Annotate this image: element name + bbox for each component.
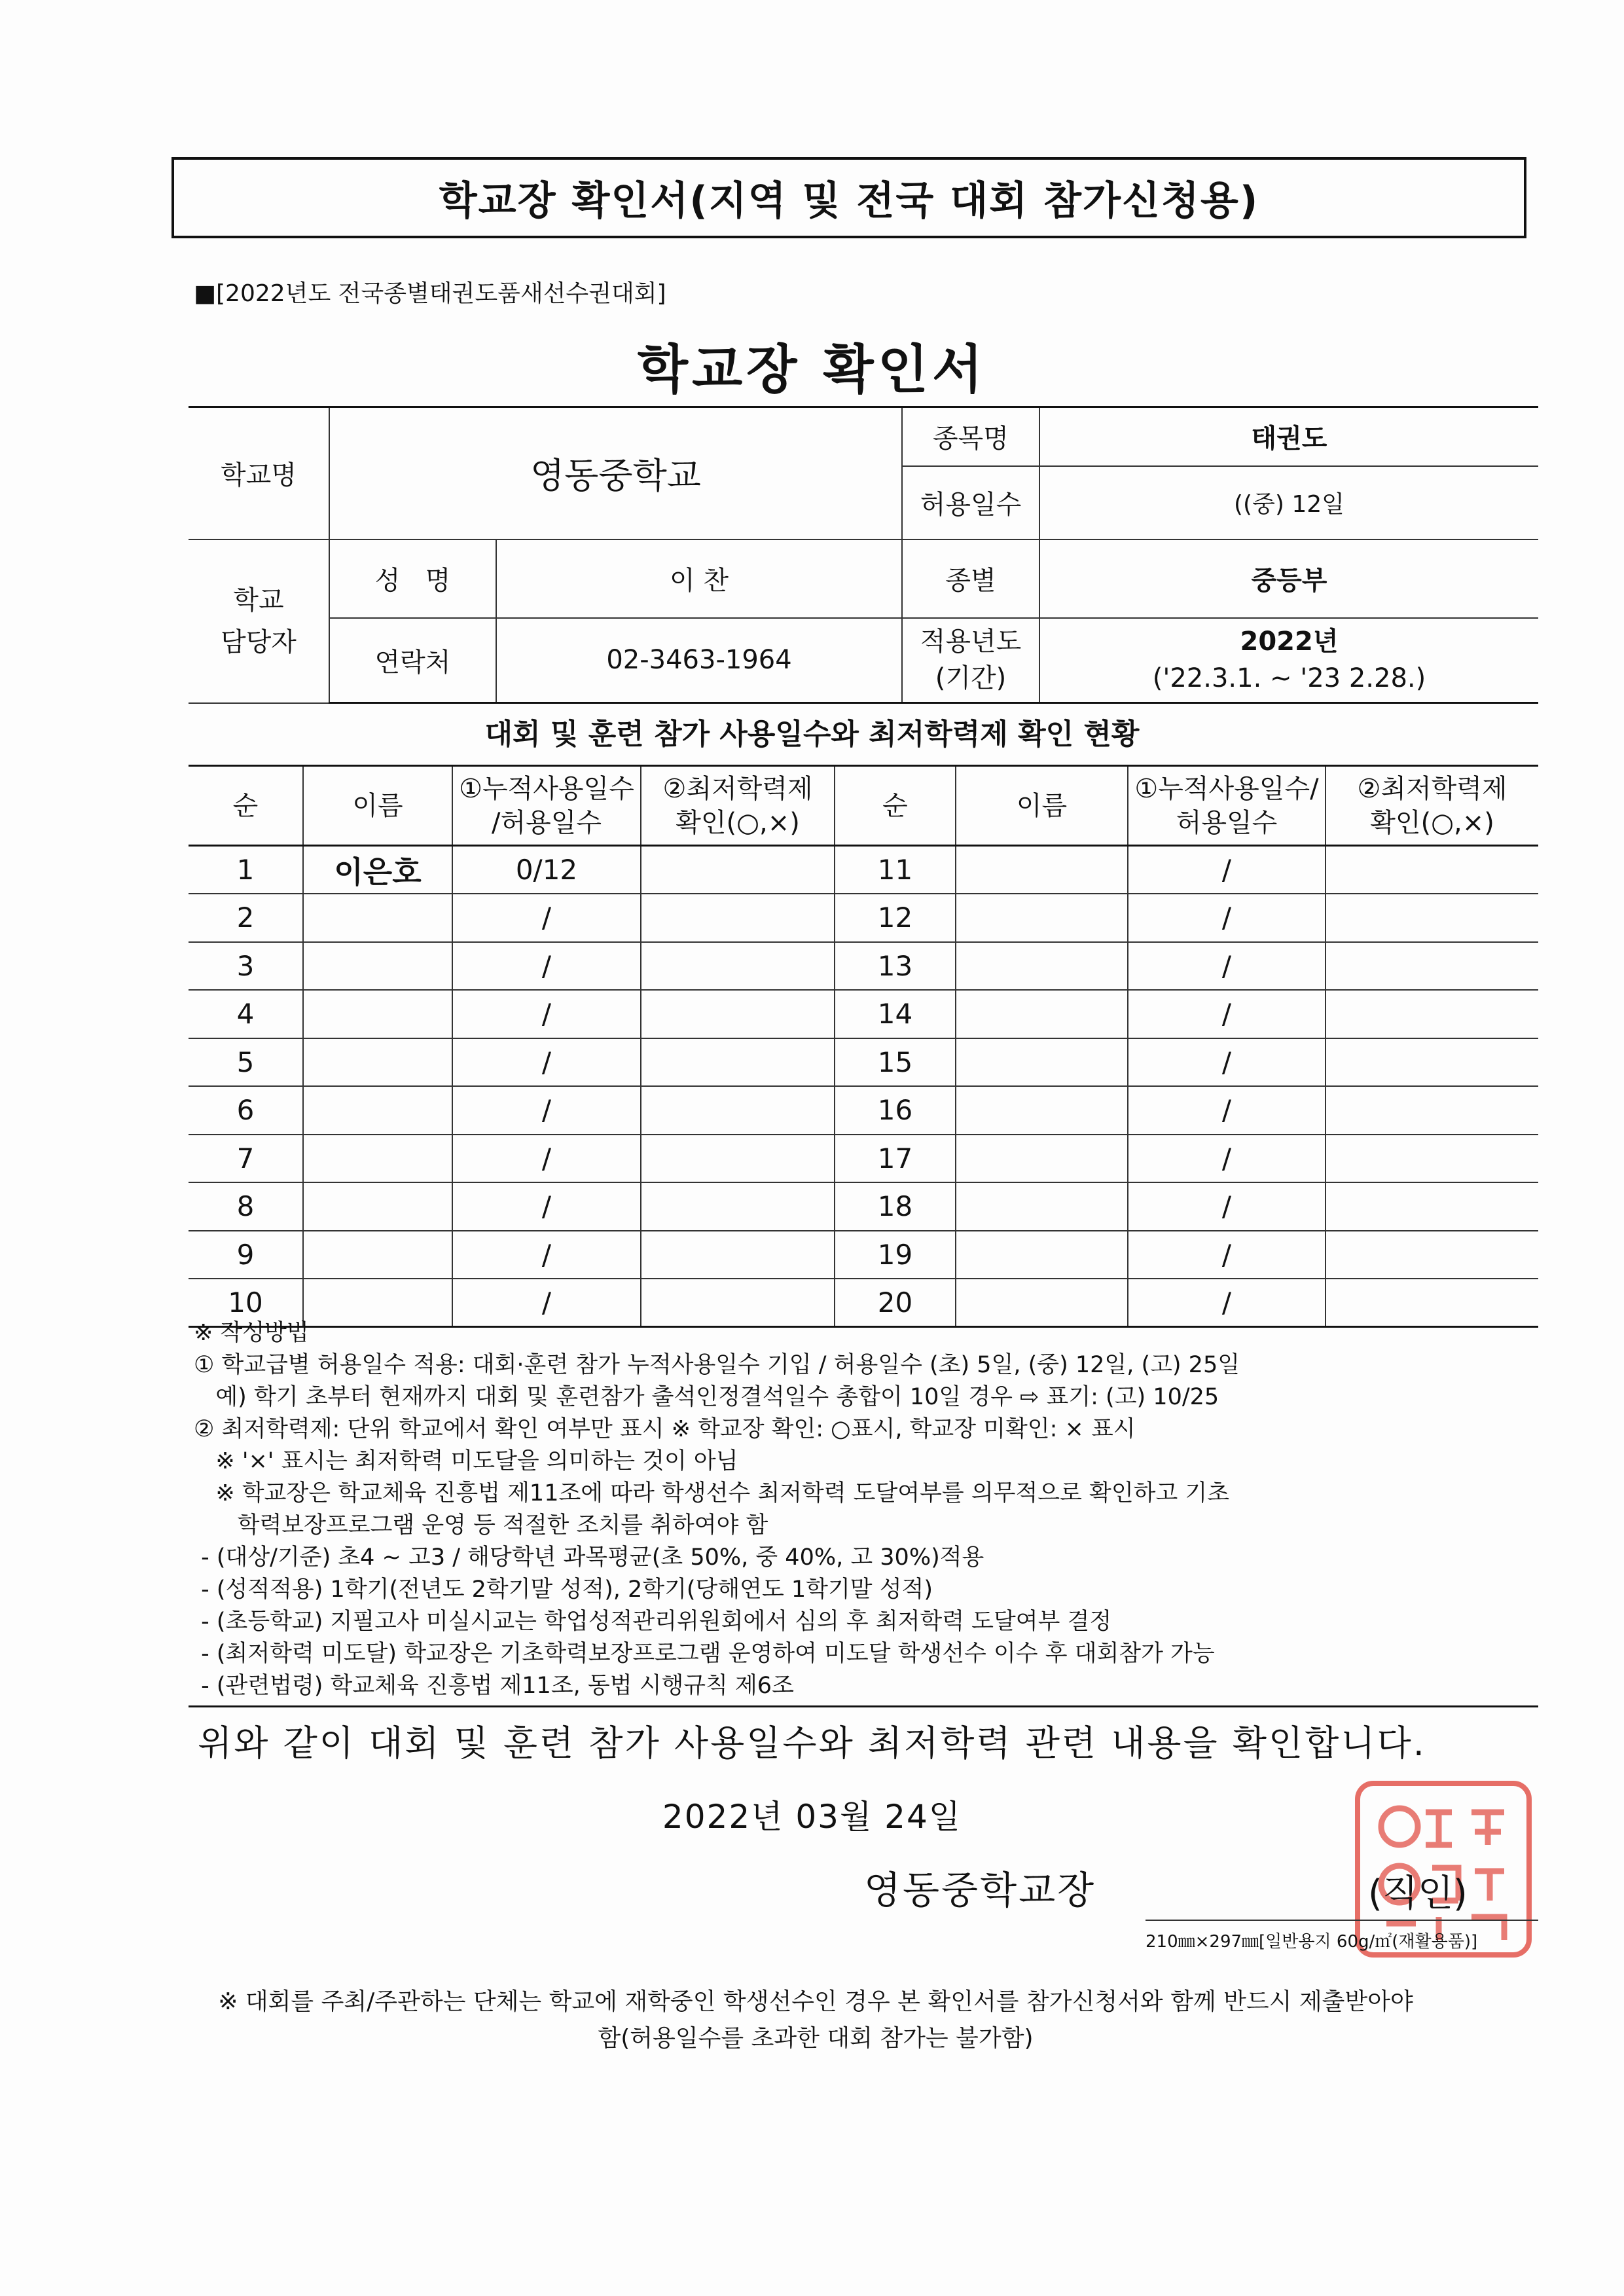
manager-name: 이 찬 (496, 539, 902, 618)
event-name: ■[2022년도 전국종별태권도품새선수권대회] (194, 280, 666, 307)
note-line: - (초등학교) 지필고사 미실시교는 학업성적관리위원회에서 심의 후 최저학력 도달여부 결정 (194, 1609, 1112, 1635)
division-label: 종별 (902, 539, 1039, 618)
student-name (303, 1038, 452, 1087)
student-name (956, 1231, 1128, 1279)
sport-value: 태권도 (1039, 407, 1538, 466)
document-title: 학교장 확인서(지역 및 전국 대회 참가신청용) (439, 178, 1259, 224)
student-name (956, 1038, 1128, 1087)
col-check-left: ②최저학력제 확인(○,×) (641, 766, 835, 846)
check-cell (641, 942, 835, 991)
main-title: 학교장 확인서 (637, 339, 987, 400)
contact-label: 연락처 (329, 618, 496, 703)
days-value: / (452, 1231, 641, 1279)
row-number: 12 (835, 894, 956, 942)
row-number: 11 (835, 846, 956, 894)
footer-text: ※ 대회를 주최/주관하는 단체는 학교에 재학중인 학생선수인 경우 본 확인서를 참가신청서와 함께 반드시 제출받아야 함(허용일수를 초과한 대회 참가는 불가함) (218, 1988, 1413, 2052)
allowed-days-value: ((중) 12일 (1039, 466, 1538, 539)
days-value: / (1128, 846, 1326, 894)
days-value: / (1128, 1231, 1326, 1279)
row-number: 7 (189, 1135, 303, 1183)
school-name: 영동중학교 (329, 407, 902, 539)
student-name (303, 942, 452, 991)
confirmation-statement: 위와 같이 대회 및 훈련 참가 사용일수와 최저학력 관련 내용을 확인합니다. (198, 1722, 1426, 1764)
days-value: / (1128, 1279, 1326, 1327)
note-line: ※ 작성방법 (194, 1320, 309, 1346)
student-name (956, 1135, 1128, 1183)
document-title-box (171, 157, 1526, 238)
col-days-left: ①누적사용일수 /허용일수 (452, 766, 641, 846)
student-name (303, 1279, 452, 1327)
days-value: 0/12 (452, 846, 641, 894)
issue-date: 2022년 03월 24일 (662, 1798, 962, 1836)
check-cell (641, 1279, 835, 1327)
table-row (189, 1279, 1538, 1327)
row-number: 10 (189, 1279, 303, 1327)
days-value: / (452, 1135, 641, 1183)
paper-divider (1146, 1920, 1538, 1921)
row-number: 14 (835, 990, 956, 1038)
table-row (189, 894, 1538, 942)
check-cell (641, 1038, 835, 1087)
student-name (303, 1231, 452, 1279)
student-name (956, 1182, 1128, 1231)
student-name (303, 1182, 452, 1231)
days-value: / (1128, 1135, 1326, 1183)
contact-value: 02-3463-1964 (496, 618, 902, 703)
check-cell (1326, 1086, 1538, 1135)
table-row (189, 1182, 1538, 1231)
sport-label: 종목명 (902, 407, 1039, 466)
check-cell (1326, 1231, 1538, 1279)
row-number: 13 (835, 942, 956, 991)
participation-table (189, 765, 1538, 1328)
days-value: / (452, 1086, 641, 1135)
note-line: - (관련법령) 학교체육 진흥법 제11조, 동법 시행규칙 제6조 (194, 1673, 794, 1699)
info-table (189, 406, 1538, 704)
row-number: 5 (189, 1038, 303, 1087)
year-label: 적용년도 (기간) (902, 618, 1039, 703)
allowed-days-label: 허용일수 (902, 466, 1039, 539)
days-value: / (452, 1279, 641, 1327)
days-value: / (452, 942, 641, 991)
manager-label: 학교 담당자 (189, 539, 329, 703)
check-cell (1326, 1182, 1538, 1231)
note-line: 학력보장프로그램 운영 등 적절한 조치를 취하여야 함 (194, 1512, 768, 1539)
student-name (956, 942, 1128, 991)
check-cell (1326, 846, 1538, 894)
row-number: 1 (189, 846, 303, 894)
check-cell (1326, 894, 1538, 942)
row-number: 9 (189, 1231, 303, 1279)
col-days-right: ①누적사용일수/ 허용일수 (1128, 766, 1326, 846)
col-name-left: 이름 (303, 766, 452, 846)
student-name (956, 1279, 1128, 1327)
school-label: 학교명 (189, 407, 329, 539)
days-value: / (452, 1182, 641, 1231)
check-cell (641, 846, 835, 894)
row-number: 17 (835, 1135, 956, 1183)
student-name (303, 894, 452, 942)
days-value: / (1128, 990, 1326, 1038)
row-number: 18 (835, 1182, 956, 1231)
note-line: ② 최저학력제: 단위 학교에서 확인 여부만 표시 ※ 학교장 확인: ○표시, 학교장 미확인: × 표시 (194, 1416, 1136, 1442)
note-line: - (성적적용) 1학기(전년도 2학기말 성적), 2학기(당해연도 1학기말 성적) (194, 1576, 933, 1603)
check-cell (641, 1182, 835, 1231)
check-cell (641, 1135, 835, 1183)
student-name (956, 846, 1128, 894)
days-value: / (1128, 1182, 1326, 1231)
row-number: 4 (189, 990, 303, 1038)
col-name-right: 이름 (956, 766, 1128, 846)
row-number: 15 (835, 1038, 956, 1087)
note-line: - (대상/기준) 초4 ~ 고3 / 해당학년 과목평균(초 50%, 중 40%, 고 30%)적용 (194, 1544, 984, 1571)
division-value: 중등부 (1039, 539, 1538, 618)
note-line: - (최저학력 미도달) 학교장은 기초학력보장프로그램 운영하여 미도달 학생선수 이수 후 대회참가 가능 (194, 1641, 1215, 1667)
table-row (189, 1086, 1538, 1135)
footer-note (194, 1984, 1437, 2057)
student-name (956, 1086, 1128, 1135)
row-number: 3 (189, 942, 303, 991)
table-row (189, 1038, 1538, 1087)
days-value: / (1128, 894, 1326, 942)
row-number: 2 (189, 894, 303, 942)
row-number: 16 (835, 1086, 956, 1135)
divider (189, 1705, 1538, 1707)
student-name (303, 1135, 452, 1183)
check-cell (641, 1231, 835, 1279)
check-cell (1326, 990, 1538, 1038)
note-line: 예) 학기 초부터 현재까지 대회 및 훈련참가 출석인정결석일수 총합이 10일 경우 ⇨ 표기: (고) 10/25 (194, 1384, 1219, 1410)
student-name (956, 894, 1128, 942)
student-name (303, 1086, 452, 1135)
section-title: 대회 및 훈련 참가 사용일수와 최저학력제 확인 현황 (484, 718, 1140, 751)
col-no-left: 순 (189, 766, 303, 846)
note-line: ① 학교급별 허용일수 적용: 대회·훈련 참가 누적사용일수 기입 / 허용일수 (초) 5일, (중) 12일, (고) 25일 (194, 1352, 1240, 1378)
year-cell (1039, 618, 1538, 703)
table-row (189, 1135, 1538, 1183)
table-row (189, 990, 1538, 1038)
table-row (189, 846, 1538, 894)
check-cell (1326, 1135, 1538, 1183)
year-value: 2022년 (1240, 627, 1339, 657)
student-name: 이은호 (303, 846, 452, 894)
days-value: / (1128, 1086, 1326, 1135)
row-number: 6 (189, 1086, 303, 1135)
year-period: ('22.3.1. ~ '23 2.28.) (1152, 663, 1426, 694)
note-line: ※ 학교장은 학교체육 진흥법 제11조에 따라 학생선수 최저학력 도달여부를 의무적으로 확인하고 기초 (194, 1480, 1230, 1506)
note-line: ※ '×' 표시는 최저학력 미도달을 의미하는 것이 아님 (194, 1448, 738, 1474)
check-cell (641, 1086, 835, 1135)
row-number: 19 (835, 1231, 956, 1279)
col-no-right: 순 (835, 766, 956, 846)
days-value: / (452, 1038, 641, 1087)
seal-label: (직인) (1368, 1872, 1468, 1915)
days-value: / (452, 894, 641, 942)
days-value: / (1128, 942, 1326, 991)
paper-spec: 210㎜×297㎜[일반용지 60g/㎡(재활용품)] (1146, 1932, 1478, 1952)
principal-name: 영동중학교장 (864, 1868, 1096, 1912)
row-number: 20 (835, 1279, 956, 1327)
check-cell (1326, 942, 1538, 991)
check-cell (641, 990, 835, 1038)
col-check-right: ②최저학력제 확인(○,×) (1326, 766, 1538, 846)
manager-name-label: 성 명 (329, 539, 496, 618)
check-cell (1326, 1038, 1538, 1087)
days-value: / (1128, 1038, 1326, 1087)
student-name (303, 990, 452, 1038)
table-row (189, 942, 1538, 991)
student-name (956, 990, 1128, 1038)
check-cell (1326, 1279, 1538, 1327)
days-value: / (452, 990, 641, 1038)
row-number: 8 (189, 1182, 303, 1231)
table-row (189, 1231, 1538, 1279)
check-cell (641, 894, 835, 942)
